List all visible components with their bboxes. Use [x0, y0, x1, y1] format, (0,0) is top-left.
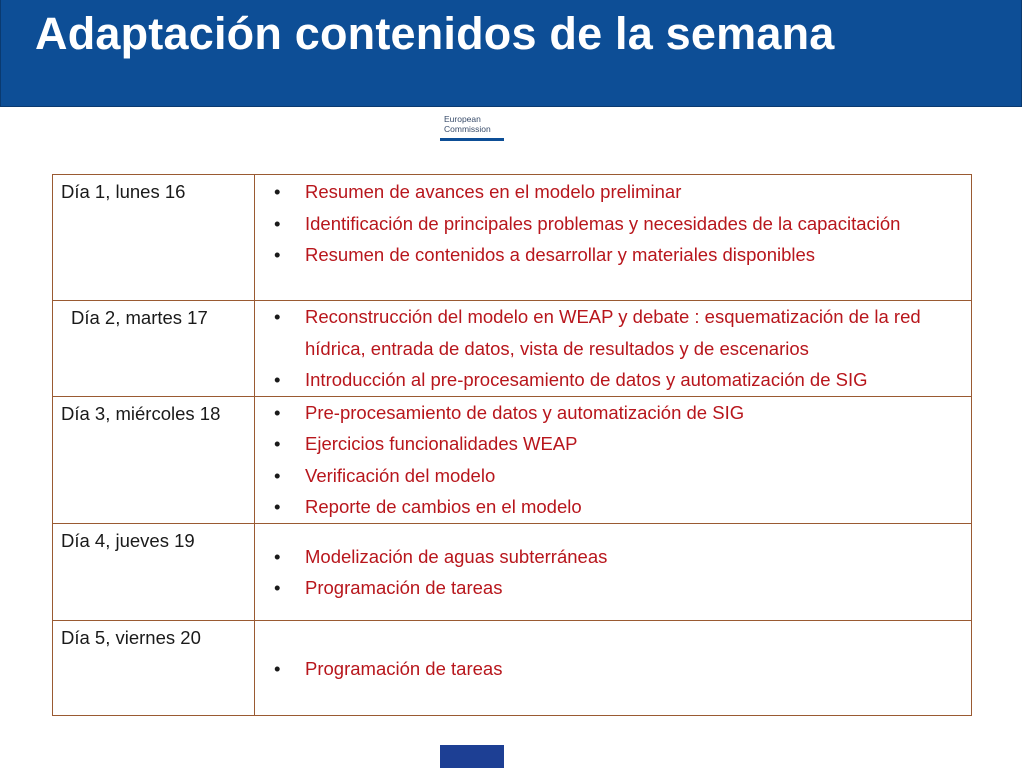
bullet-icon: • [274, 433, 281, 454]
slide-title: Adaptación contenidos de la semana [35, 8, 835, 59]
day-label: Día 4, jueves 19 [53, 523, 255, 620]
item-text: Modelización de aguas subterráneas [305, 545, 608, 567]
bullet-icon: • [274, 244, 281, 265]
day-label: Día 5, viernes 20 [53, 620, 255, 715]
day-label: Día 3, miércoles 18 [53, 396, 255, 523]
item-text: Resumen de contenidos a desarrollar y materiales disponibles [305, 244, 816, 265]
list-item [274, 541, 961, 573]
logo-line-1: European [444, 114, 481, 124]
day-items-cell [255, 175, 972, 301]
logo-rule [440, 138, 504, 141]
item-text: Programación de tareas [305, 577, 503, 598]
bullet-icon: • [274, 545, 281, 567]
item-list [255, 175, 971, 271]
list-item [274, 397, 961, 429]
list-item [274, 176, 961, 208]
day-items-cell [255, 301, 972, 397]
agenda-table [52, 174, 972, 716]
list-item [274, 208, 961, 240]
bullet-icon: • [274, 464, 281, 486]
list-item [274, 301, 961, 364]
bullet-icon: • [274, 181, 281, 202]
list-item [274, 572, 961, 604]
item-text: Reconstrucción del modelo en WEAP y debate : esquematización de la red hídrica, entrada de datos, vista de resultados y de escenarios [305, 306, 921, 359]
list-item [274, 460, 961, 492]
list-item [274, 491, 961, 523]
item-list [255, 524, 971, 604]
item-text: Resumen de avances en el modelo preliminar [305, 181, 682, 202]
agenda-row-day-5 [53, 620, 972, 715]
bullet-icon: • [274, 306, 281, 327]
agenda-row-day-2 [53, 301, 972, 397]
logo-line-2: Commission [444, 124, 491, 134]
bullet-icon: • [274, 369, 281, 390]
list-item [274, 428, 961, 460]
agenda-row-day-1 [53, 175, 972, 301]
agenda-row-day-4 [53, 523, 972, 620]
european-commission-logo [440, 112, 506, 142]
bullet-icon: • [274, 496, 281, 517]
item-text: Ejercicios funcionalidades WEAP [305, 433, 578, 454]
item-text: Reporte de cambios en el modelo [305, 496, 582, 517]
item-list [255, 397, 971, 523]
bullet-icon: • [274, 577, 281, 598]
item-text: Introducción al pre-procesamiento de datos y automatización de SIG [305, 369, 868, 390]
bullet-icon: • [274, 212, 281, 234]
item-text: Programación de tareas [305, 657, 503, 679]
list-item [274, 653, 961, 685]
day-items-cell [255, 396, 972, 523]
item-text: Verificación del modelo [305, 464, 496, 486]
bullet-icon: • [274, 401, 281, 423]
item-list [255, 621, 971, 685]
item-list [255, 301, 971, 396]
title-bar [0, 0, 1022, 107]
day-items-cell [255, 523, 972, 620]
day-items-cell [255, 620, 972, 715]
list-item [274, 239, 961, 271]
bullet-icon: • [274, 657, 281, 679]
list-item [274, 364, 961, 396]
item-text: Identificación de principales problemas y necesidades de la capacitación [305, 212, 901, 234]
item-text: Pre-procesamiento de datos y automatización de SIG [305, 401, 745, 423]
day-label: Día 1, lunes 16 [53, 175, 255, 301]
day-label: Día 2, martes 17 [53, 301, 255, 397]
agenda-row-day-3 [53, 396, 972, 523]
eu-flag-icon [440, 745, 504, 768]
